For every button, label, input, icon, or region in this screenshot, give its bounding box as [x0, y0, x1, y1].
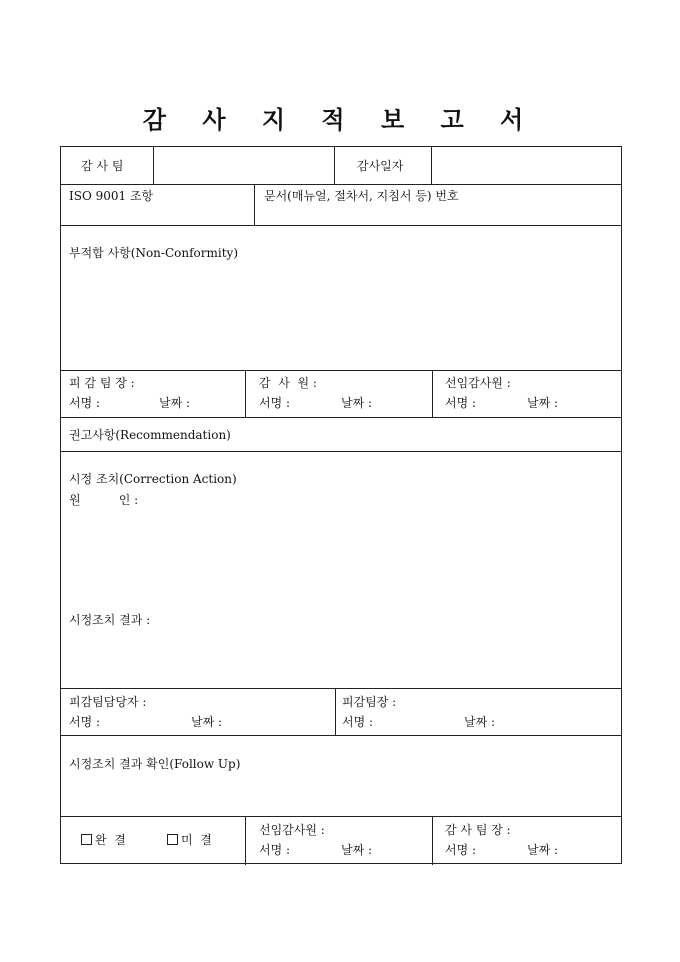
audit-report-form — [60, 146, 622, 864]
iso-clause-label: ISO 9001 조항 — [69, 189, 154, 203]
divider — [61, 370, 621, 371]
signature-label: 서명 : — [69, 715, 101, 729]
divider — [61, 451, 621, 452]
signature-label: 서명 : — [259, 396, 291, 410]
correction-result-label: 시정조치 결과 : — [69, 613, 151, 627]
divider — [61, 816, 621, 817]
signature-label: 서명 : — [69, 396, 101, 410]
audited-team-leader-label: 피감팀장 : — [342, 695, 397, 709]
divider — [153, 147, 154, 184]
date-label: 날짜 : — [341, 396, 373, 410]
cause-label: 원 인 : — [69, 493, 139, 507]
date-label: 날짜 : — [159, 396, 191, 410]
divider — [334, 147, 335, 184]
date-label: 날짜 : — [527, 396, 559, 410]
divider — [432, 370, 433, 417]
page-title: 감 사 지 적 보 고 서 — [142, 105, 538, 134]
divider — [254, 184, 255, 225]
divider — [431, 147, 432, 184]
date-label: 날짜 : — [191, 715, 223, 729]
audited-team-staff-label: 피감팀담당자 : — [69, 695, 147, 709]
divider — [61, 735, 621, 736]
audited-team-leader-label: 피 감 팀 장 : — [69, 376, 135, 390]
lead-auditor-label: 선임감사원 : — [259, 823, 325, 837]
audit-team-leader-label: 감 사 팀 장 : — [445, 823, 511, 837]
divider — [245, 370, 246, 417]
audit-team-label: 감 사 팀 — [81, 159, 124, 173]
signature-label: 서명 : — [445, 396, 477, 410]
nonconformity-label: 부적합 사항(Non-Conformity) — [69, 246, 239, 260]
signature-label: 서명 : — [259, 843, 291, 857]
checkbox-incomplete[interactable] — [167, 834, 178, 845]
follow-up-label: 시정조치 결과 확인(Follow Up) — [69, 757, 241, 771]
signature-label: 서명 : — [342, 715, 374, 729]
document-number-label: 문서(매뉴얼, 절차서, 지침서 등) 번호 — [264, 189, 459, 203]
date-label: 날짜 : — [527, 843, 559, 857]
audit-date-label: 감사일자 — [357, 159, 404, 173]
correction-action-label: 시정 조치(Correction Action) — [69, 472, 237, 486]
date-label: 날짜 : — [341, 843, 373, 857]
divider — [335, 688, 336, 735]
divider — [61, 417, 621, 418]
signature-label: 서명 : — [445, 843, 477, 857]
incomplete-label: 미 결 — [181, 833, 212, 847]
lead-auditor-label: 선임감사원 : — [445, 376, 511, 390]
divider — [245, 816, 246, 865]
complete-label: 완 결 — [95, 833, 126, 847]
incomplete-option[interactable] — [167, 833, 212, 847]
divider — [432, 816, 433, 865]
divider — [61, 225, 621, 226]
checkbox-complete[interactable] — [81, 834, 92, 845]
date-label: 날짜 : — [464, 715, 496, 729]
complete-option[interactable] — [81, 833, 126, 847]
auditor-label: 감 사 원 : — [259, 376, 317, 390]
recommendation-label: 권고사항(Recommendation) — [69, 428, 231, 442]
divider — [61, 184, 621, 185]
divider — [61, 688, 621, 689]
